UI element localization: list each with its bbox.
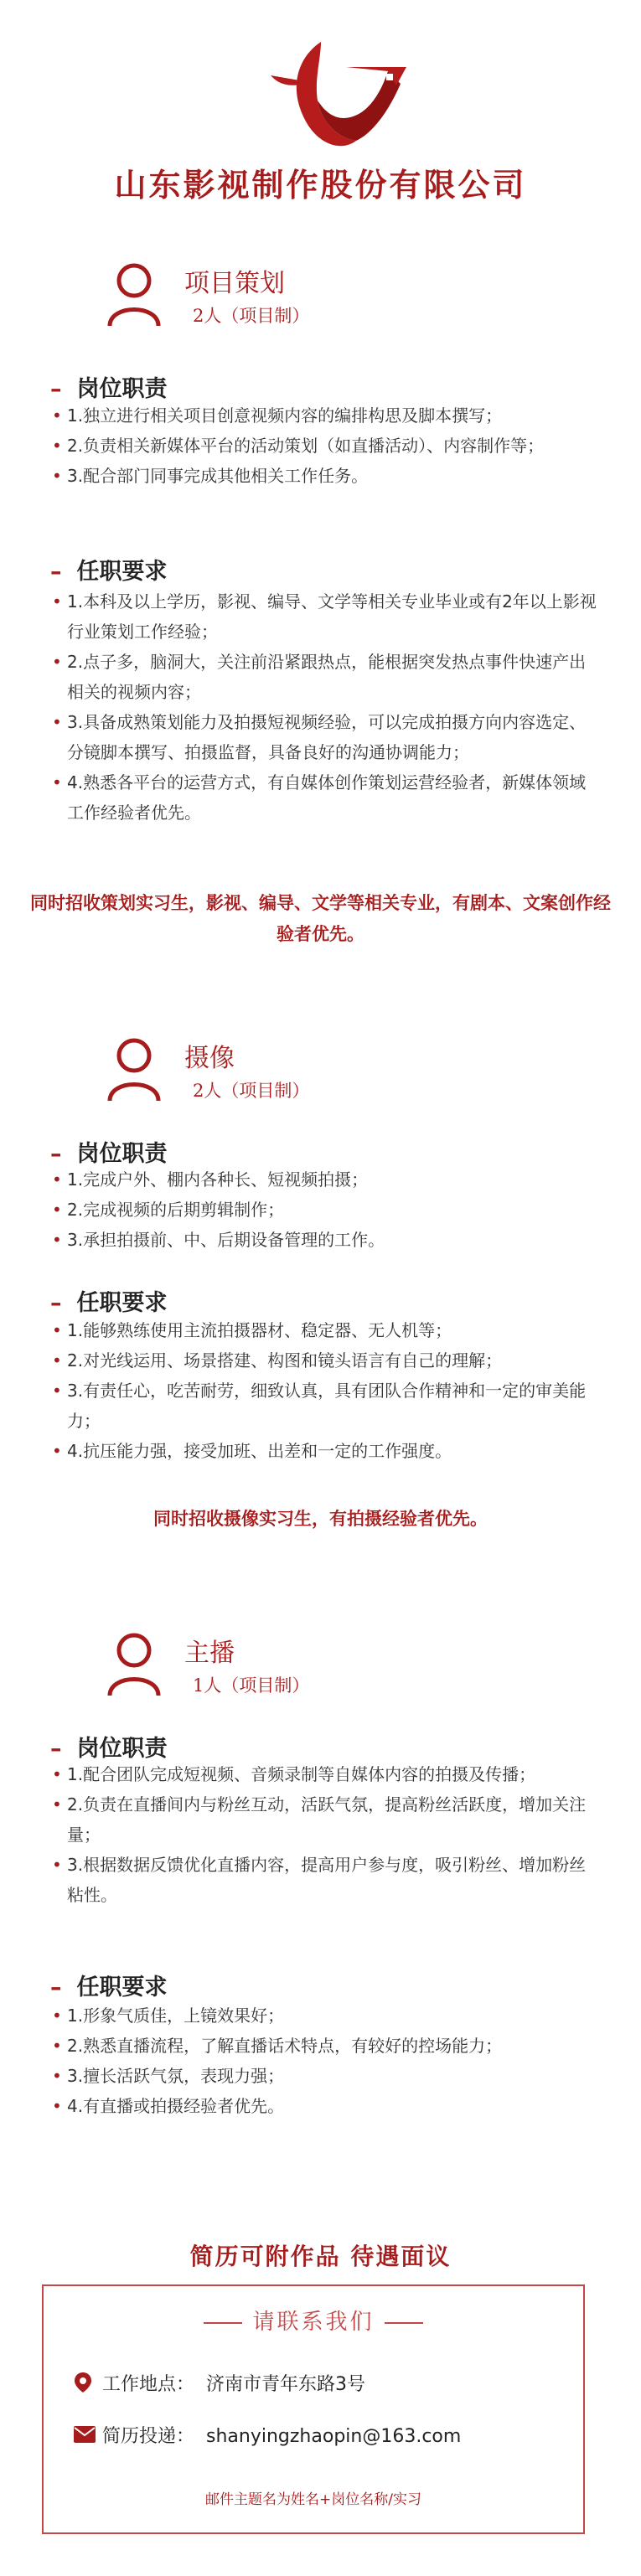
job-header-planner: [0, 256, 641, 356]
address-label: 工作地点：: [102, 2374, 195, 2395]
requirements-heading: – 任职要求: [50, 1975, 168, 2000]
requirements-list: [52, 1315, 597, 1466]
person-icon: [105, 1630, 163, 1697]
requirements-list: [52, 2000, 597, 2121]
job-headcount: 1人（项目制）: [193, 1675, 310, 1696]
email-value[interactable]: shanyingzhaopin@163.com: [206, 2426, 462, 2447]
list-item: • 3.根据数据反馈优化直播内容，提高用户参与度，吸引粉丝、增加粉丝粘性。: [52, 1850, 597, 1910]
requirements-heading: – 任职要求: [50, 1290, 168, 1316]
duties-heading: – 岗位职责: [50, 1141, 168, 1167]
location-pin-icon: [74, 2372, 99, 2398]
email-row: [74, 2422, 461, 2448]
list-item: • 2.对光线运用、场景搭建、构图和镜头语言有自己的理解；: [52, 1345, 597, 1376]
list-item: • 1.配合团队完成短视频、音频录制等自媒体内容的拍摄及传播；: [52, 1759, 597, 1789]
job-headcount: 2人（项目制）: [193, 306, 310, 326]
job-title: 项目策划: [184, 269, 285, 298]
contact-box: [42, 2284, 585, 2534]
job-headcount: 2人（项目制）: [193, 1081, 310, 1101]
divider: [385, 2322, 423, 2324]
intern-note: 同时招收摄像实习生，有拍摄经验者优先。: [153, 1509, 488, 1529]
duties-heading: – 岗位职责: [50, 376, 168, 402]
list-item: • 2.负责相关新媒体平台的活动策划（如直播活动）、内容制作等；: [52, 431, 597, 461]
address-value: 济南市青年东路3号: [206, 2374, 366, 2395]
company-name: 山东影视制作股份有限公司: [114, 167, 527, 204]
list-item: • 3.具备成熟策划能力及拍摄短视频经验，可以完成拍摄方向内容选定、分镜脚本撰写、拍摄监督，具备良好的沟通协调能力；: [52, 707, 597, 767]
list-item: • 2.熟悉直播流程，了解直播话术特点，有较好的控场能力；: [52, 2031, 597, 2061]
list-item: • 4.抗压能力强，接受加班、出差和一定的工作强度。: [52, 1436, 597, 1466]
job-title: 主播: [184, 1639, 235, 1668]
contact-title: 请联系我们: [44, 2305, 583, 2336]
list-item: • 1.独立进行相关项目创意视频内容的编排构思及脚本撰写；: [52, 400, 597, 431]
address-row: [74, 2370, 365, 2398]
list-item: • 2.完成视频的后期剪辑制作；: [52, 1195, 597, 1225]
job-header-host: [0, 1625, 641, 1726]
email-label: 简历投递：: [102, 2426, 195, 2447]
list-item: • 1.能够熟练使用主流拍摄器材、稳定器、无人机等；: [52, 1315, 597, 1345]
tagline: 简历可附作品 待遇面议: [189, 2243, 452, 2270]
list-item: • 2.负责在直播间内与粉丝互动，活跃气氛，提高粉丝活跃度，增加关注量；: [52, 1789, 597, 1850]
divider: [204, 2322, 242, 2324]
list-item: • 3.有责任心，吃苦耐劳，细致认真，具有团队合作精神和一定的审美能力；: [52, 1376, 597, 1436]
list-item: • 1.形象气质佳，上镜效果好；: [52, 2000, 597, 2031]
duties-list: [52, 1164, 597, 1255]
person-icon: [105, 261, 163, 328]
duties-list: [52, 400, 597, 491]
intern-note: 同时招收策划实习生，影视、编导、文学等相关专业，有剧本、文案创作经验者优先。: [30, 893, 611, 944]
requirements-heading: – 任职要求: [50, 559, 168, 585]
list-item: • 4.有直播或拍摄经验者优先。: [52, 2091, 597, 2121]
duties-heading: – 岗位职责: [50, 1736, 168, 1762]
company-logo: [262, 34, 410, 154]
list-item: • 3.配合部门同事完成其他相关工作任务。: [52, 461, 597, 491]
list-item: • 1.本科及以上学历，影视、编导、文学等相关专业毕业或有2年以上影视行业策划工作经验；: [52, 586, 597, 647]
list-item: • 3.擅长活跃气氛，表现力强；: [52, 2061, 597, 2091]
list-item: • 3.承担拍摄前、中、后期设备管理的工作。: [52, 1225, 597, 1255]
list-item: • 4.熟悉各平台的运营方式，有自媒体创作策划运营经验者，新媒体领域工作经验者优先。: [52, 767, 597, 828]
job-title: 摄像: [184, 1044, 235, 1073]
mail-icon: [74, 2426, 99, 2448]
job-header-camera: [0, 1030, 641, 1131]
person-icon: [105, 1035, 163, 1102]
duties-list: [52, 1759, 597, 1910]
email-subject-note: 邮件主题名为姓名+岗位名称/实习: [205, 2491, 421, 2508]
list-item: • 1.完成户外、棚内各种长、短视频拍摄；: [52, 1164, 597, 1195]
list-item: • 2.点子多，脑洞大，关注前沿紧跟热点，能根据突发热点事件快速产出相关的视频内容；: [52, 647, 597, 707]
requirements-list: [52, 586, 597, 828]
